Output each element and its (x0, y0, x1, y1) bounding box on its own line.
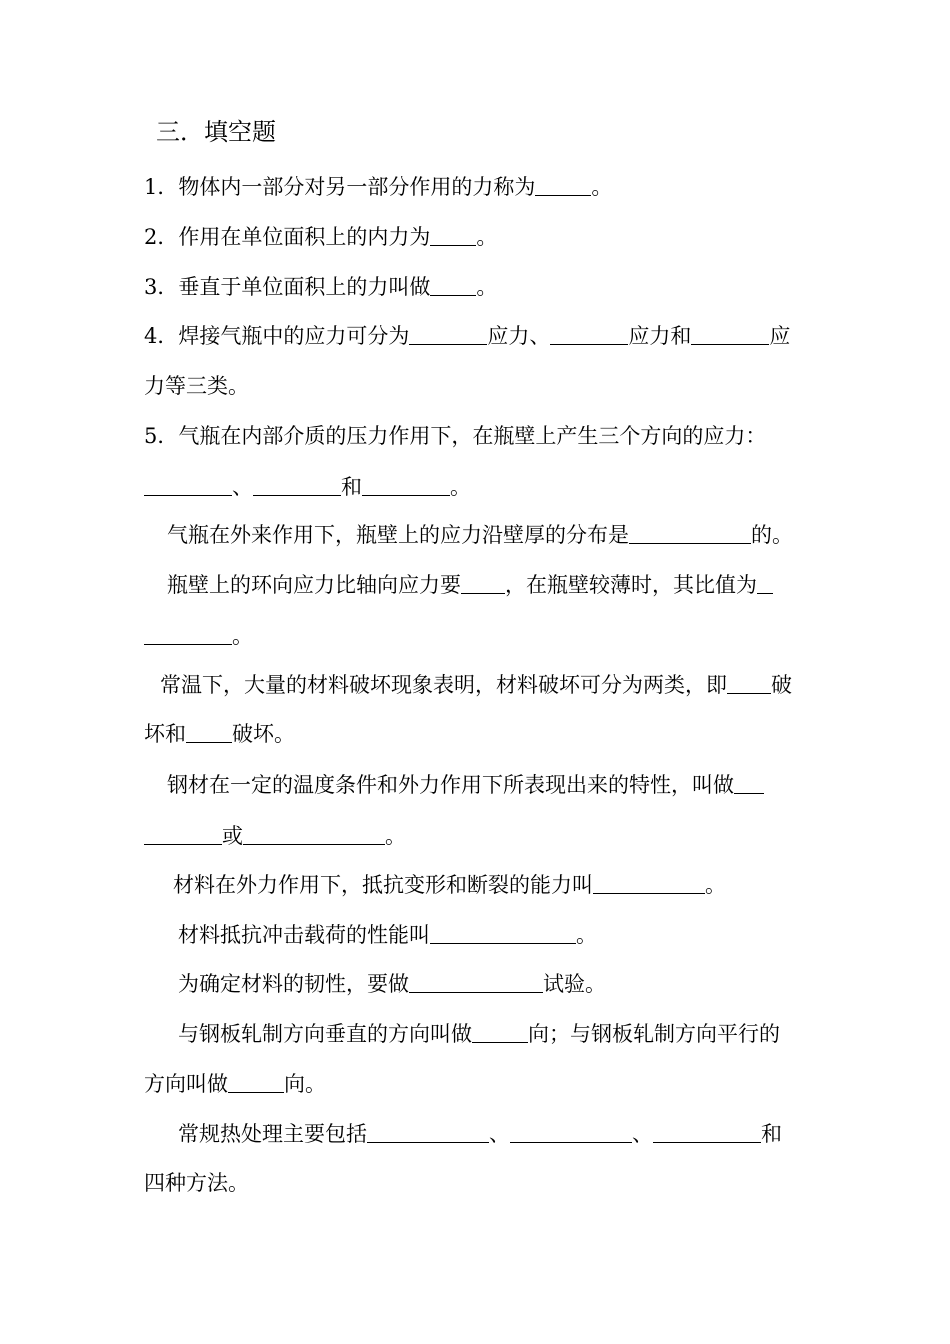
question-13-continued (144, 1069, 326, 1099)
question-5-answers (144, 472, 471, 502)
question-14-continued: 四种方法。 (144, 1171, 249, 1195)
question-8-part: 坏和 (144, 722, 186, 746)
answer-blank[interactable] (653, 1120, 761, 1143)
answer-blank[interactable] (430, 273, 476, 296)
question-4-part: 应力、 (487, 324, 551, 348)
question-1-text: 1．物体内一部分对另一部分作用的力称为 (144, 175, 536, 199)
question-5: 5．气瓶在内部介质的压力作用下，在瓶壁上产生三个方向的应力： (144, 424, 767, 448)
answer-blank[interactable] (691, 322, 769, 345)
question-14-part: 和 (761, 1122, 782, 1146)
answer-blank[interactable] (144, 473, 232, 496)
question-8 (160, 670, 792, 700)
separator: 、 (232, 475, 253, 499)
question-13-part: 方向叫做 (144, 1072, 228, 1096)
question-3 (144, 272, 497, 302)
question-4-text: 4．焊接气瓶中的应力可分为 (144, 324, 410, 348)
answer-blank[interactable] (727, 671, 771, 694)
question-6-end: 的。 (751, 523, 793, 547)
question-10 (173, 870, 726, 900)
question-9-continued (144, 821, 406, 851)
question-11 (178, 920, 597, 950)
answer-blank[interactable] (430, 223, 476, 246)
question-8-end: 破坏。 (232, 722, 295, 746)
question-1 (144, 172, 612, 202)
question-12 (178, 969, 606, 999)
question-10-end: 。 (705, 873, 726, 897)
answer-blank[interactable] (757, 571, 773, 594)
question-9-end: 。 (385, 824, 406, 848)
question-2-end: 。 (476, 225, 498, 249)
question-13-end: 向。 (284, 1072, 326, 1096)
question-7-end: 。 (232, 624, 253, 648)
answer-blank[interactable] (228, 1070, 284, 1093)
question-14-text: 常规热处理主要包括 (178, 1122, 367, 1146)
question-11-end: 。 (576, 923, 597, 947)
question-12-end: 试验。 (543, 972, 606, 996)
section-title: 三．填空题 (156, 118, 276, 146)
question-9 (167, 770, 764, 800)
answer-blank[interactable] (362, 473, 450, 496)
question-11-text: 材料抵抗冲击载荷的性能叫 (178, 923, 430, 947)
answer-blank[interactable] (629, 521, 751, 544)
question-2 (144, 222, 497, 252)
answer-blank[interactable] (593, 871, 705, 894)
answer-blank[interactable] (535, 173, 591, 196)
answer-blank[interactable] (510, 1120, 632, 1143)
question-7-continued (144, 621, 253, 651)
answer-blank[interactable] (253, 473, 341, 496)
question-10-text: 材料在外力作用下，抵抗变形和断裂的能力叫 (173, 873, 593, 897)
answer-blank[interactable] (734, 771, 764, 794)
answer-blank[interactable] (461, 571, 505, 594)
question-3-text: 3．垂直于单位面积上的力叫做 (144, 275, 431, 299)
question-6-text: 气瓶在外来作用下，瓶壁上的应力沿壁厚的分布是 (167, 523, 629, 547)
question-2-text: 2．作用在单位面积上的内力为 (144, 225, 431, 249)
question-4-part: 应 (769, 324, 791, 348)
answer-blank[interactable] (430, 921, 576, 944)
question-8-continued (144, 719, 295, 749)
separator: 和 (341, 475, 362, 499)
question-7-mid: ，在瓶壁较薄时，其比值为 (505, 573, 757, 597)
answer-blank[interactable] (144, 622, 232, 645)
answer-blank[interactable] (186, 720, 232, 743)
question-4 (144, 321, 790, 351)
answer-blank[interactable] (144, 822, 222, 845)
separator: 、 (632, 1122, 653, 1146)
answer-blank[interactable] (550, 322, 628, 345)
question-4-part: 应力和 (628, 324, 692, 348)
question-9-mid: 或 (222, 824, 243, 848)
question-7 (167, 570, 773, 600)
question-9-text: 钢材在一定的温度条件和外力作用下所表现出来的特性，叫做 (167, 773, 734, 797)
question-4-continued: 力等三类。 (144, 374, 249, 398)
question-1-end: 。 (591, 175, 613, 199)
question-5-end: 。 (450, 475, 471, 499)
question-12-text: 为确定材料的韧性，要做 (178, 972, 409, 996)
question-8-text: 常温下，大量的材料破坏现象表明，材料破坏可分为两类，即 (160, 673, 727, 697)
question-14 (178, 1119, 782, 1149)
answer-blank[interactable] (243, 822, 385, 845)
answer-blank[interactable] (367, 1120, 489, 1143)
question-8-part: 破 (771, 673, 792, 697)
question-13-text: 与钢板轧制方向垂直的方向叫做 (178, 1022, 472, 1046)
answer-blank[interactable] (409, 970, 543, 993)
question-13 (178, 1019, 780, 1049)
question-6 (167, 520, 793, 550)
question-3-end: 。 (476, 275, 498, 299)
answer-blank[interactable] (409, 322, 487, 345)
question-7-text: 瓶壁上的环向应力比轴向应力要 (167, 573, 461, 597)
separator: 、 (489, 1122, 510, 1146)
question-13-part: 向；与钢板轧制方向平行的 (528, 1022, 780, 1046)
answer-blank[interactable] (472, 1020, 528, 1043)
